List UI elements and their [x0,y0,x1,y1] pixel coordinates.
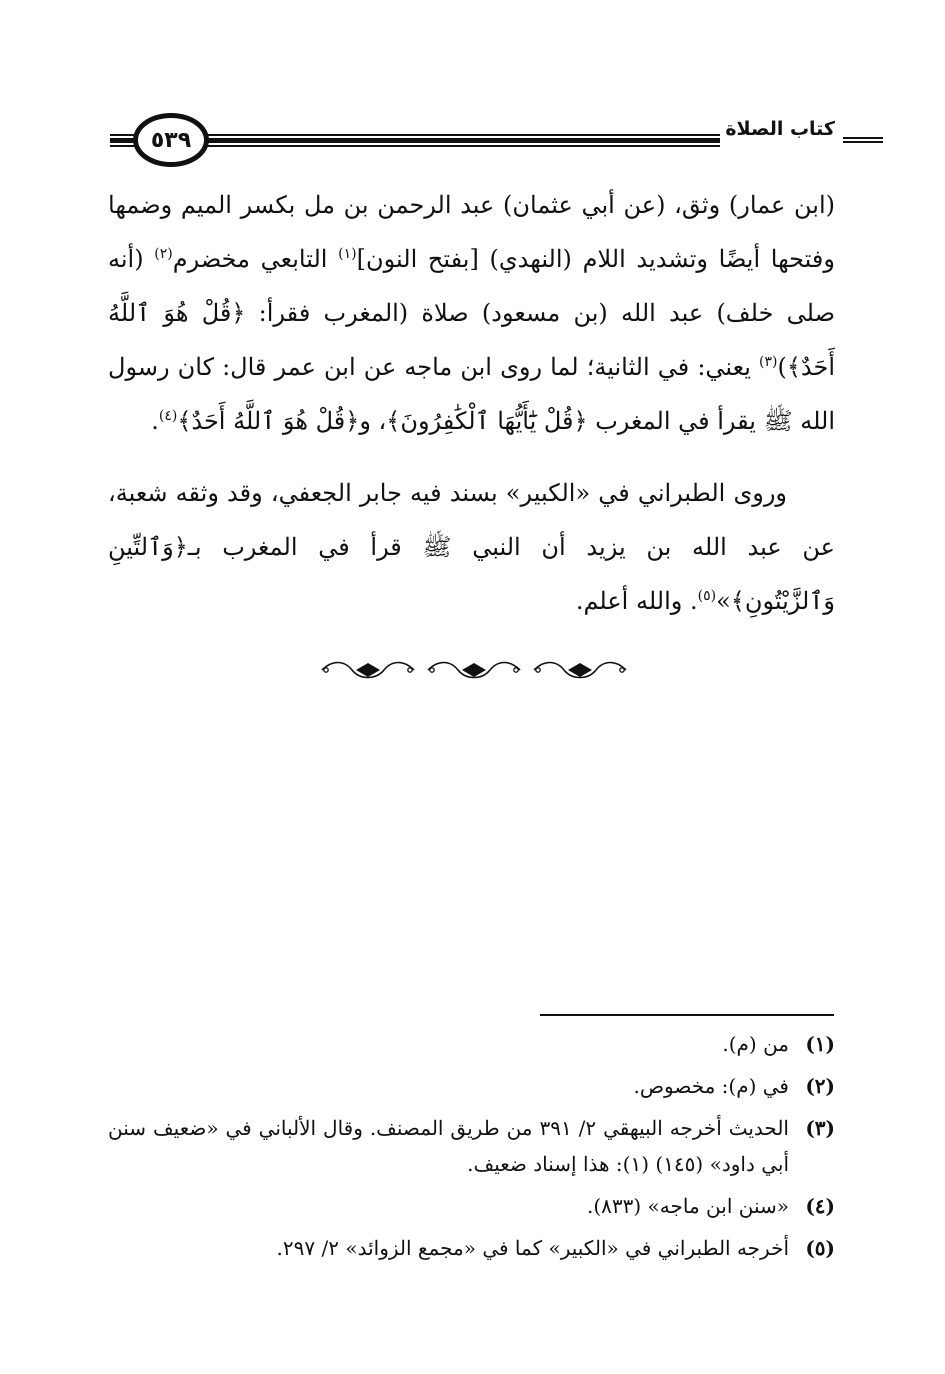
ornament-flourish-icon [318,658,418,682]
footnote-number: (٥) [805,1236,835,1260]
footnote-ref: (٥) [697,588,717,604]
footnote-item [108,1026,835,1062]
header-rule-short [843,137,883,145]
paragraph-1 [108,178,835,448]
footnote-text: من (م). [722,1032,789,1056]
footnote-number: (٤) [805,1194,835,1218]
text-line: . والله أعلم. [575,587,698,615]
page-number: ٥٣٩ [133,113,209,167]
text-line: يعني: في الثانية؛ لما روى ابن ماجه عن ابن عمر قال: كان رسول الله ﷺ يقرأ في المغرب ﴿قُلْ يَٰٓأَيُّهَا ٱلْكَٰفِرُونَ﴾، و﴿قُلْ هُوَ ٱللَّهُ أَحَدٌ﴾ [108,353,835,435]
footnote-text: «سنن ابن ماجه» (٨٣٣). [586,1194,789,1218]
footnote-item [108,1230,835,1266]
text-line: وروى الطبراني في «الكبير» بسند فيه جابر الجعفي، وقد وثقه شعبة، عن عبد الله بن يزيد أن النبي ﷺ قرأ في المغرب بـ﴿وَٱلتِّينِ وَٱلزَّيْتُونِ﴾» [108,479,835,615]
text-line: وفتحها أيضًا وتشديد اللام (النهدي) [بفتح النون] [356,245,835,273]
text-line: . [151,407,159,435]
footnotes [108,1026,835,1272]
ornament-divider [318,658,630,682]
footnote-item [108,1188,835,1224]
footnote-item [108,1068,835,1104]
footnote-number: (٢) [805,1074,835,1098]
footnote-text: الحديث أخرجه البيهقي ٢/ ٣٩١ من طريق المصنف. وقال الألباني في «ضعيف سنن أبي داود» (١٤٥) (١): هذا إسناد ضعيف. [108,1116,789,1176]
ornament-flourish-icon [530,658,630,682]
footnote-ref: (١) [338,246,357,262]
running-title: كتاب الصلاة [725,118,835,140]
text-line: (ابن عمار) وثق، (عن أبي عثمان) عبد الرحمن بن مل بكسر الميم وضمها [108,191,835,219]
paragraph-2 [108,466,835,628]
footnote-separator [540,1014,834,1016]
footnote-ref: (٢) [154,246,173,262]
text-line: التابعي مخضرم [172,245,339,273]
footnote-text: أخرجه الطبراني في «الكبير» كما في «مجمع الزوائد» ٢/ ٢٩٧. [276,1236,789,1260]
footnote-text: في (م): مخصوص. [633,1074,789,1098]
footnote-number: (١) [805,1032,835,1056]
main-text [108,178,835,628]
footnote-ref: (٣) [759,354,778,370]
footnote-item [108,1110,835,1182]
text-line: (أنه صلى خلف) عبد الله (بن مسعود) صلاة (المغرب فقرأ: ﴿قُلْ هُوَ ٱللَّهُ أَحَدٌ﴾) [108,245,836,381]
footnote-ref: (٤) [158,408,178,424]
footnote-number: (٣) [805,1116,835,1140]
ornament-flourish-icon [424,658,524,682]
